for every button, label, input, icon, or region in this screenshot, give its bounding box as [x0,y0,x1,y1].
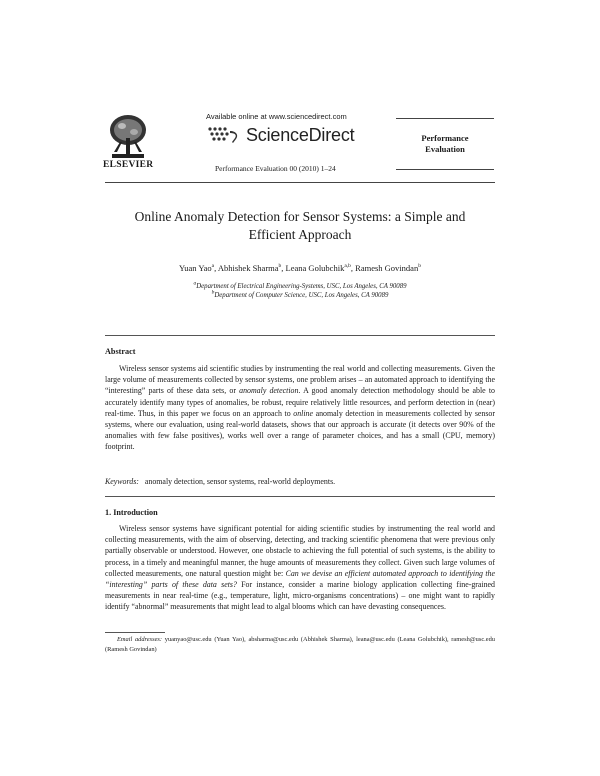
abstract-bottom-rule [105,496,495,497]
footnote-rule [105,632,165,633]
sciencedirect-logo-icon [206,125,240,145]
footnote-label: Email addresses: [117,636,163,643]
available-online-text: Available online at www.sciencedirect.com [206,112,347,121]
introduction-emphasis: Can we devise an efficient automated approach to identifying the “interesting” parts of these data sets? [105,568,496,590]
paper-title [100,208,500,244]
author-affil-mark: b [418,263,421,270]
abstract-top-rule [105,335,495,336]
publisher-logo-text: ELSEVIER [103,160,154,170]
abstract-text: Wireless sensor systems aid scientific studies by instrumenting the real world and collecting measurements. Given the large volume of measurements collected by sensor systems, one problem arises – an automated approach to identifying the “interesting” parts of these data sets, or anomaly detection. A good anomaly detection methodology should be able to accurately identify many types of anomalies, be robust, require relatively little resources, and perform detection in (near) real-time. Thus, in this paper we focus on an approach to online anomaly detection in measurements collected by sensor systems, where our evaluation, using real-world datasets, shows that our approach is accurate (it detects over 90% of the anomalies with few false positives), works well over a range of parameter choices, and has a small (CPU, memory) footprint. [105,364,495,452]
affiliation-b [100,289,500,299]
elsevier-tree-logo [106,112,150,162]
sciencedirect-brand [206,122,354,148]
title-line1: Online Anomaly Detection for Sensor Systems: a Simple and [134,209,466,224]
keywords-text: anomaly detection, sensor systems, real-world deployments. [144,477,336,486]
abstract-heading: Abstract [105,347,136,356]
introduction-heading: 1. Introduction [105,508,158,517]
author-name: Abhishek Sharma [217,263,279,273]
title-line2: Efficient Approach [248,227,352,242]
affiliation-mark: a [193,280,197,287]
affiliation-a [100,280,500,290]
author-affil-mark: b [278,263,282,270]
journal-name-line2: Evaluation [425,144,465,154]
abstract-emphasis: online [293,408,313,418]
affiliation-mark: b [211,289,215,296]
author-name: Ramesh Govindan [355,263,419,273]
footnote-emails [105,635,495,654]
keywords-label: Keywords: [105,477,139,486]
sciencedirect-wordmark: ScienceDirect [246,124,355,145]
author-name: Yuan Yao [179,263,212,273]
author-affil-mark: a,b [344,263,351,270]
journal-name-box [396,118,494,170]
journal-name-line1: Performance [421,133,469,143]
introduction-text: Wireless sensor systems have significant potential for aiding scientific studies by instrumenting the real world and collecting measurements, with the aim of observing, detecting, and tracking scientific phenomena that were previous only partially observable or understood. However, one obstacle to achieving the full potential of such systems, is the ability to process, in a timely and meaningful manner, the huge amounts of measurements they collect. Given such large volumes of collected measurements, one natural question might be: Can we devise an efficient automated approach to identifying the “interesting” parts of these data sets? For instance, consider a marine biology application collecting fine-grained measurements in near real-time (e.g., temperature, light, micro-organisms concentrations) – one might want to rapidly identify “abnormal” measurements that might lead to algal blooms which can have devasting consequences. [105,524,496,612]
author-affil-mark: a [211,263,215,270]
author-name: Leana Golubchik [285,263,345,273]
footnote-text: yuanyao@usc.edu (Yuan Yao), absharma@usc.edu (Abhishek Sharma), leana@usc.edu (Leana Golubchik), ramesh@usc.edu (Ramesh Govindan) [105,636,495,653]
abstract-emphasis: anomaly detection [239,386,299,396]
keywords-line [105,477,495,486]
header-divider [105,182,495,183]
affiliation-text: Department of Computer Science, USC, Los Angeles, CA 90089 [214,292,389,299]
author-list: Yuan Yao$^a$, Abhishek Sharma$^b$, Leana Golubchik$^{a,b}$, Ramesh Govindan$^b$ [179,263,421,273]
affiliation-text: Department of Electrical Engineering-Systems, USC, Los Angeles, CA 90089 [196,283,407,290]
journal-reference: Performance Evaluation 00 (2010) 1–24 [215,164,336,173]
